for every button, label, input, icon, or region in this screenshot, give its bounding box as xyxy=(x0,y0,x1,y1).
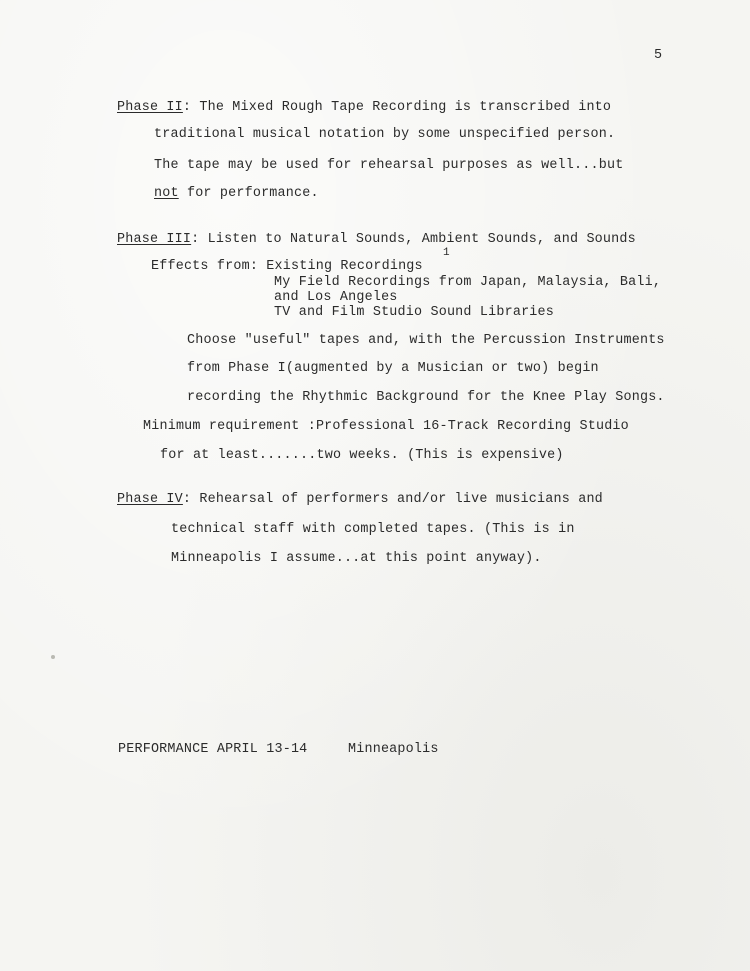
phase-3-line-3: My Field Recordings from Japan, Malaysia, Bali, xyxy=(274,275,662,290)
performance-location: Minneapolis xyxy=(348,742,439,757)
page-number: 5 xyxy=(654,48,663,63)
phase-2-line-4-rest: for performance. xyxy=(178,186,319,201)
phase-3-line-9: Minimum requirement :Professional 16-Track Recording Studio xyxy=(143,419,629,434)
paper-speck xyxy=(51,655,55,659)
phase-3-line-7: from Phase I(augmented by a Musician or two) begin xyxy=(187,361,599,376)
phase-3-heading-line xyxy=(117,232,636,248)
footnote-mark: 1 xyxy=(443,247,450,259)
phase-4-line-2: technical staff with completed tapes. (This is in xyxy=(171,522,575,537)
performance-date: PERFORMANCE APRIL 13-14 xyxy=(118,742,308,757)
phase-2-line-2: traditional musical notation by some unspecified person. xyxy=(154,127,616,142)
phase-2-heading-line xyxy=(117,100,611,116)
phase-4-heading-line xyxy=(117,492,603,508)
phase-4-label: Phase IV xyxy=(117,492,183,507)
phase-3-line-2: Effects from: Existing Recordings xyxy=(151,259,423,274)
phase-2-line-1: : The Mixed Rough Tape Recording is transcribed into xyxy=(182,100,612,115)
phase-3-line-4: and Los Angeles xyxy=(274,290,398,305)
phase-3-line-10: for at least.......two weeks. (This is expensive) xyxy=(160,448,564,463)
phase-2-emphasis: not xyxy=(154,186,179,201)
phase-4-line-1: : Rehearsal of performers and/or live musicians and xyxy=(182,492,603,507)
phase-3-line-6: Choose "useful" tapes and, with the Percussion Instruments xyxy=(187,333,665,348)
phase-3-label: Phase III xyxy=(117,232,192,247)
phase-3-line-8: recording the Rhythmic Background for the Knee Play Songs. xyxy=(187,390,665,405)
phase-2-line-3: The tape may be used for rehearsal purposes as well...but xyxy=(154,158,624,173)
phase-2-label: Phase II xyxy=(117,100,183,115)
phase-3-line-1: : Listen to Natural Sounds, Ambient Sounds, and Sounds xyxy=(191,232,636,247)
phase-2-line-4 xyxy=(154,186,319,202)
phase-3-line-5: TV and Film Studio Sound Libraries xyxy=(274,305,555,320)
phase-4-line-3: Minneapolis I assume...at this point anyway). xyxy=(171,551,542,566)
